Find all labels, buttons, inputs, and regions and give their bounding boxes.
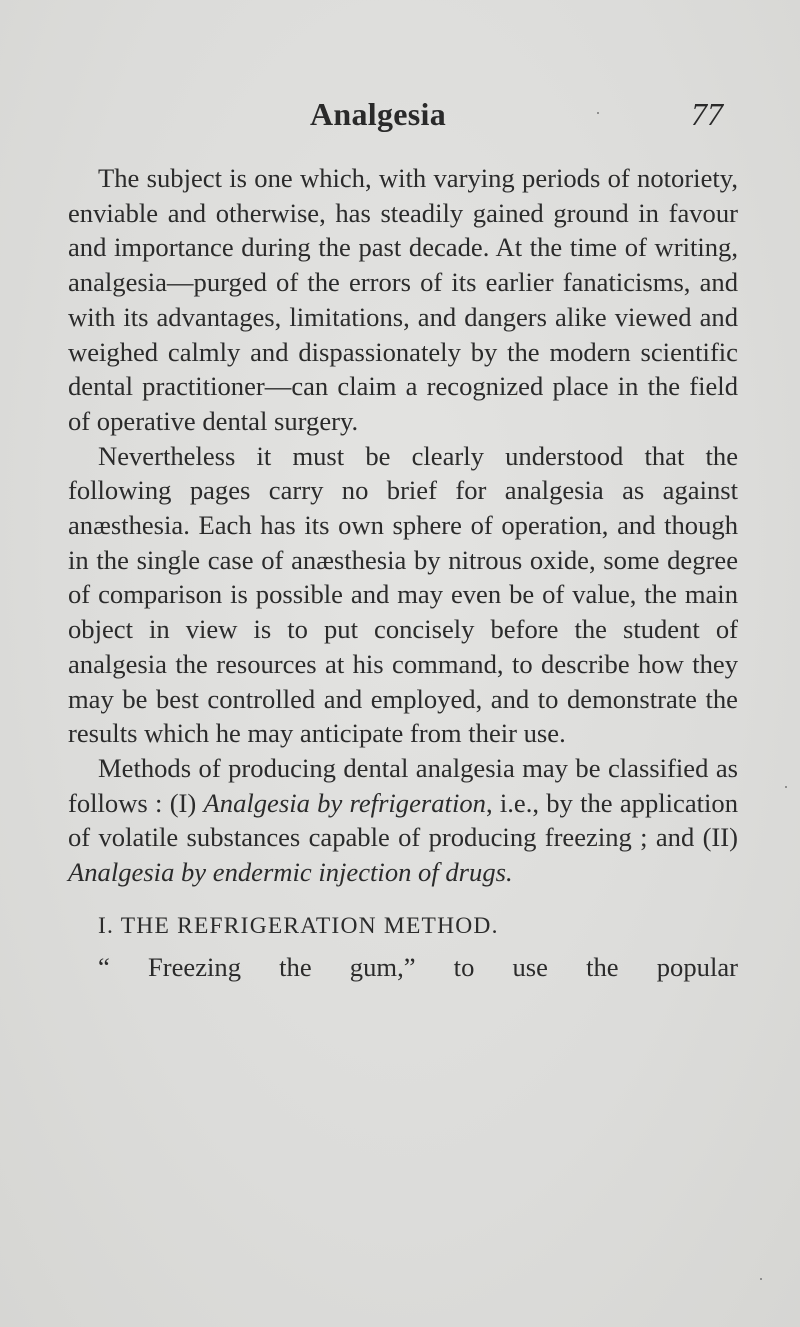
- paragraph-1: The subject is one which, with varying periods of notoriety, enviable and otherwise, has steadily gained ground in favour and importance during the past decade. At the time of writing, analgesia—purged of the errors of its earlier fanaticisms, and with its advantages, limitations, and dangers alike viewed and weighed calmly and dispassionately by the modern scientific dental practitioner—can claim a recognized place in the field of operative dental surgery.: [68, 163, 738, 436]
- running-title: Analgesia: [310, 96, 447, 132]
- page-header: [0, 96, 800, 140]
- page-number: 77: [691, 96, 723, 132]
- paragraph-3-italic-a: Analgesia by refrigeration: [203, 787, 486, 818]
- paragraph-3-italic-b: Analgesia by endermic injection of drugs.: [68, 857, 513, 888]
- paragraph-4-start: “ Freezing the gum,” to use the popular: [98, 951, 738, 982]
- paper-speck: [760, 1278, 762, 1280]
- paper-speck: [597, 112, 599, 114]
- paper-speck: [785, 786, 787, 788]
- paragraph-3-text-a: Methods of producing dental analgesia may be classified as follows : (I): [68, 752, 738, 818]
- body-text: [68, 161, 738, 984]
- paragraph-3-text-b: , i.e., by the application of volatile substances capable of producing freezing ; and (II): [68, 787, 739, 853]
- paragraph-2: Nevertheless it must be clearly understood that the following pages carry no brief for analgesia as against anæsthesia. Each has its own sphere of operation, and though in the single case of anæsthesia by nitrous oxide, some degree of comparison is possible and may even be of value, the main object in view is to put concisely before the student of analgesia the resources at his command, to describe how they may be best controlled and employed, and to demonstrate the results which he may anticipate from their use.: [68, 440, 738, 749]
- paragraph-3: [68, 751, 738, 890]
- section-heading: I. THE REFRIGERATION METHOD.: [98, 912, 499, 939]
